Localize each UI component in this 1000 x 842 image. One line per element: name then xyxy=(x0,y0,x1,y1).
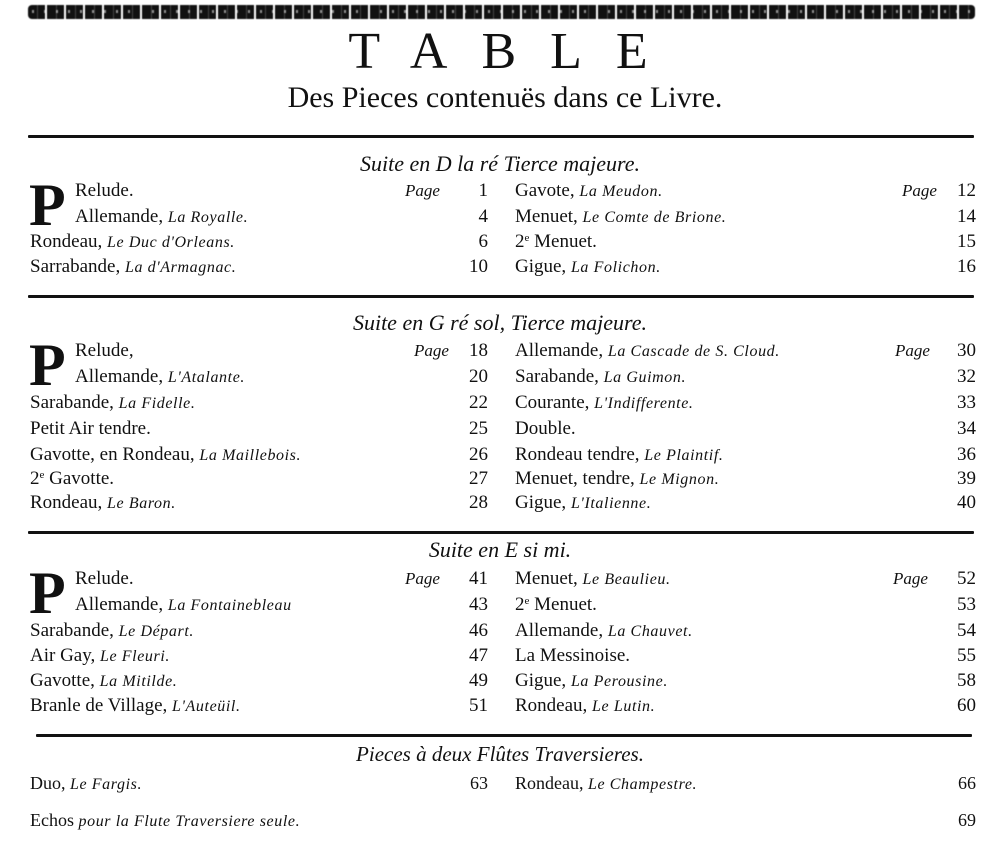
page-number: 12 xyxy=(957,180,976,201)
page-label: Page xyxy=(405,569,440,588)
piece-name[interactable]: Sarabande, La Fidelle. xyxy=(30,392,196,413)
piece-name[interactable]: Menuet, Le Beaulieu. xyxy=(515,568,671,589)
piece-name[interactable]: Gavotte, La Mitilde. xyxy=(30,670,178,691)
piece-name[interactable]: Relude. xyxy=(75,180,134,201)
page-label: Page xyxy=(414,341,449,360)
page-number: 46 xyxy=(469,620,488,641)
page-number: 49 xyxy=(469,670,488,691)
page-number: 20 xyxy=(469,366,488,387)
table-row xyxy=(0,592,1000,617)
piece-name[interactable]: Petit Air tendre. xyxy=(30,418,151,439)
page-number: 4 xyxy=(478,206,488,227)
piece-name[interactable]: Gigue, La Perousine. xyxy=(515,670,668,691)
page-number: 1 xyxy=(478,180,488,201)
section-heading: Suite en D la ré Tierce majeure. xyxy=(359,151,641,176)
table-row xyxy=(0,204,1000,229)
piece-name[interactable]: Allemande, La Fontainebleau xyxy=(75,594,292,615)
page-number: 6 xyxy=(478,231,488,252)
table-row xyxy=(0,643,1000,668)
page-number: 25 xyxy=(469,418,488,439)
section-heading: Suite en G ré sol, Tierce majeure. xyxy=(352,310,648,335)
piece-name[interactable]: Allemande, La Cascade de S. Cloud. xyxy=(515,340,780,361)
table-row xyxy=(0,442,1000,467)
piece-name[interactable]: Allemande, La Chauvet. xyxy=(515,620,693,641)
piece-name[interactable]: La Messinoise. xyxy=(515,645,631,666)
page-number: 22 xyxy=(469,392,488,413)
page-number: 10 xyxy=(469,256,488,277)
page-number: 16 xyxy=(957,256,976,277)
page-number: 34 xyxy=(957,418,976,439)
page-number: 40 xyxy=(957,492,976,513)
drop-cap: P xyxy=(29,332,66,398)
page-number: 30 xyxy=(957,340,976,361)
piece-name[interactable]: Rondeau, Le Lutin. xyxy=(515,695,656,716)
section-divider xyxy=(36,734,972,737)
table-row xyxy=(0,254,1000,279)
piece-name[interactable]: Branle de Village, L'Auteüil. xyxy=(30,695,241,716)
page-label: Page xyxy=(902,181,937,200)
page-number: 26 xyxy=(469,444,488,465)
piece-name[interactable]: Menuet, Le Comte de Brione. xyxy=(515,206,727,227)
table-row xyxy=(0,668,1000,693)
piece-name[interactable]: Gavote, La Meudon. xyxy=(515,180,663,201)
page-number: 41 xyxy=(469,568,488,589)
page-number: 69 xyxy=(958,810,976,830)
piece-name[interactable]: Gigue, La Folichon. xyxy=(515,256,661,277)
table-row xyxy=(0,693,1000,718)
page-number: 60 xyxy=(957,695,976,716)
page-number: 58 xyxy=(957,670,976,691)
piece-name[interactable]: Allemande, La Royalle. xyxy=(75,206,249,227)
page-number: 54 xyxy=(957,620,976,641)
page-number: 43 xyxy=(469,594,488,615)
table-row xyxy=(0,466,1000,491)
table-row xyxy=(0,178,1000,203)
page-number: 14 xyxy=(957,206,976,227)
piece-name[interactable]: Sarabande, Le Départ. xyxy=(30,620,194,641)
page-number: 51 xyxy=(469,695,488,716)
piece-name[interactable]: Air Gay, Le Fleuri. xyxy=(30,645,170,666)
piece-name[interactable]: Menuet, tendre, Le Mignon. xyxy=(515,468,720,489)
piece-name[interactable]: Relude. xyxy=(75,568,134,589)
table-row xyxy=(0,618,1000,643)
page-number: 53 xyxy=(957,594,976,615)
piece-name[interactable]: Rondeau, Le Baron. xyxy=(30,492,176,513)
page-number: 66 xyxy=(958,773,976,793)
piece-name[interactable]: 2e Menuet. xyxy=(515,231,597,252)
piece-name[interactable]: Sarrabande, La d'Armagnac. xyxy=(30,256,237,277)
section-heading: Pieces à deux Flûtes Traversieres. xyxy=(356,742,644,766)
page-number: 32 xyxy=(957,366,976,387)
piece-name[interactable]: Rondeau tendre, Le Plaintif. xyxy=(515,444,724,465)
page-label: Page xyxy=(405,181,440,200)
piece-name[interactable]: Courante, L'Indifferente. xyxy=(515,392,694,413)
drop-cap: P xyxy=(29,172,66,238)
piece-name[interactable]: 2e Gavotte. xyxy=(30,468,115,489)
section-divider xyxy=(28,531,974,534)
table-row xyxy=(0,229,1000,254)
piece-name[interactable]: Sarabande, La Guimon. xyxy=(515,366,687,387)
table-row xyxy=(0,771,1000,796)
piece-name[interactable]: Duo, Le Fargis. xyxy=(30,773,143,793)
piece-name[interactable]: Gavotte, en Rondeau, La Maillebois. xyxy=(30,444,302,465)
table-row xyxy=(0,566,1000,591)
piece-name[interactable]: Rondeau, Le Duc d'Orleans. xyxy=(30,231,235,252)
table-row xyxy=(0,490,1000,515)
piece-name[interactable]: Relude, xyxy=(75,340,134,361)
page-number: 33 xyxy=(957,392,976,413)
piece-name[interactable]: Echos pour la Flute Traversiere seule. xyxy=(30,810,301,830)
page-number: 18 xyxy=(469,340,488,361)
page-number: 36 xyxy=(957,444,976,465)
table-row xyxy=(0,364,1000,389)
page-number: 63 xyxy=(470,773,488,793)
table-row xyxy=(0,416,1000,441)
section-divider xyxy=(28,135,974,138)
page-number: 47 xyxy=(469,645,488,666)
piece-name[interactable]: 2e Menuet. xyxy=(515,594,597,615)
table-row xyxy=(0,390,1000,415)
page-number: 52 xyxy=(957,568,976,589)
piece-name[interactable]: Double. xyxy=(515,418,576,439)
page-number: 28 xyxy=(469,492,488,513)
piece-name[interactable]: Gigue, L'Italienne. xyxy=(515,492,652,513)
page-number: 39 xyxy=(957,468,976,489)
page-number: 15 xyxy=(957,231,976,252)
table-row xyxy=(0,338,1000,363)
page-subtitle: Des Pieces contenuës dans ce Livre. xyxy=(287,81,723,114)
table-row xyxy=(0,808,1000,833)
page-number: 27 xyxy=(469,468,488,489)
page-label: Page xyxy=(893,569,928,588)
page-label: Page xyxy=(895,341,930,360)
section-heading: Suite en E si mi. xyxy=(428,537,572,562)
piece-name[interactable]: Rondeau, Le Champestre. xyxy=(515,773,698,793)
page-number: 55 xyxy=(957,645,976,666)
section-divider xyxy=(28,295,974,298)
drop-cap: P xyxy=(29,560,66,626)
ornamental-border xyxy=(28,5,975,19)
piece-name[interactable]: Allemande, L'Atalante. xyxy=(75,366,245,387)
page-title: TABLE xyxy=(348,23,682,80)
